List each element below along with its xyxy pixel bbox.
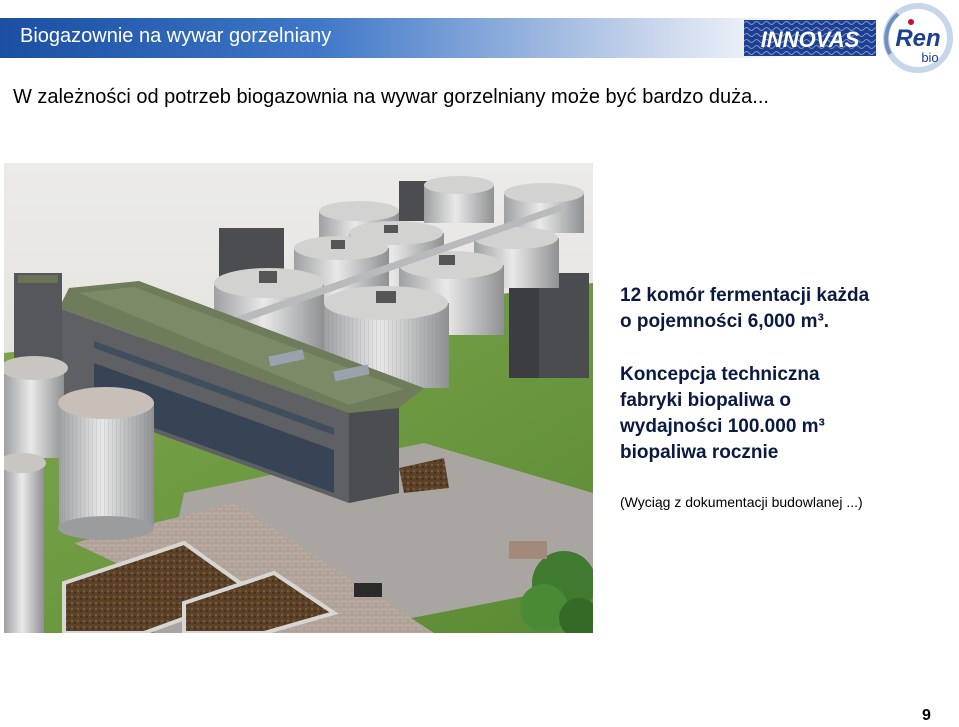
ren-bio-logo bbox=[878, 2, 956, 74]
svg-text:bio: bio bbox=[921, 50, 939, 65]
innovas-logo bbox=[744, 20, 876, 56]
fermentation-chambers-text: 12 komór fermentacji każda o pojemności 6,000 m³. bbox=[620, 285, 870, 332]
technical-concept-text: Koncepcja techniczna fabryki biopaliwa o wydajności 100.000 m³ biopaliwa rocznie bbox=[620, 364, 825, 463]
source-note: (Wyciąg z dokumentacji budowlanej ...) bbox=[620, 494, 863, 510]
slide-title: Biogazownie na wywar gorzelniany bbox=[20, 25, 332, 47]
svg-text:Ren: Ren bbox=[895, 25, 941, 52]
page-number: 9 bbox=[922, 707, 931, 724]
slide-subtitle: W zależności od potrzeb biogazownia na wywar gorzelniany może być bardzo duża... bbox=[13, 86, 769, 108]
innovas-logo-text: INNOVAS bbox=[760, 27, 860, 52]
biogas-plant-rendering bbox=[4, 163, 593, 633]
